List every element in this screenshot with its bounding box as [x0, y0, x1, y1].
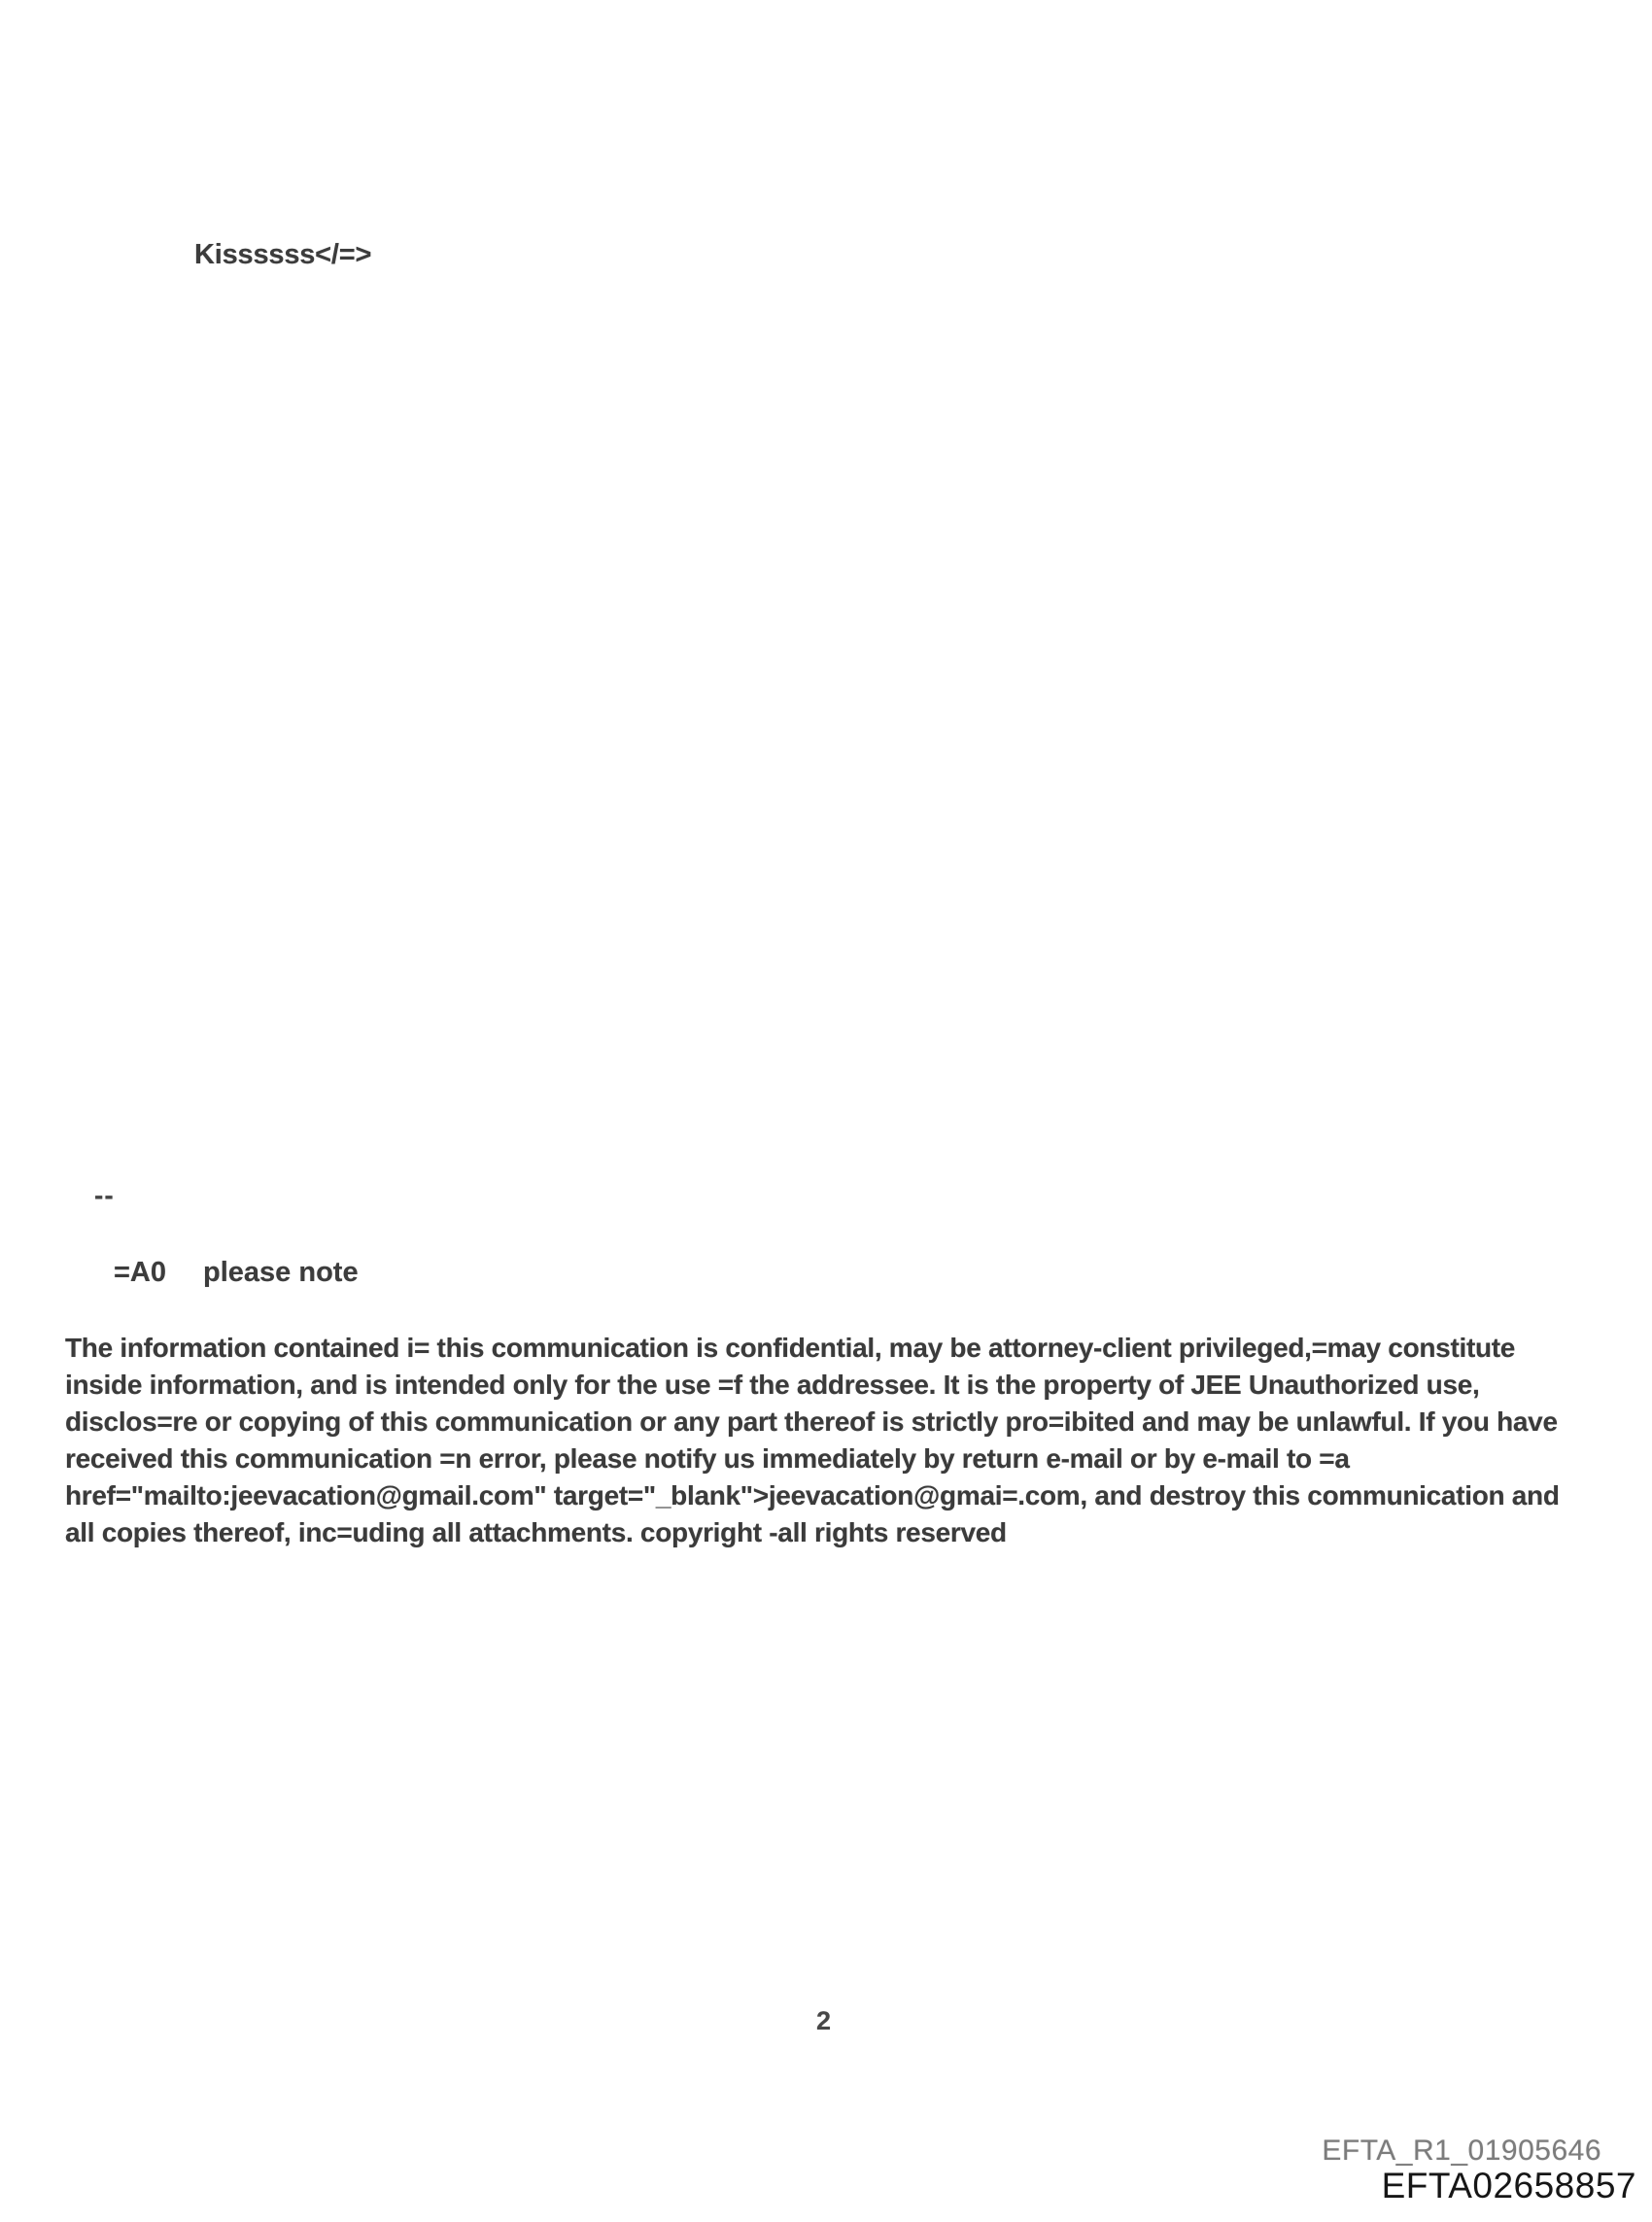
- signature-separator-dashes: --: [94, 1180, 115, 1210]
- bates-production-number: EFTA_R1_01905646: [1322, 2135, 1601, 2167]
- bates-stamp-number: EFTA02658857: [1381, 2166, 1636, 2205]
- disclaimer-line: received this communication =n error, please notify us immediately by return e-mail or by e-mail to =a: [65, 1443, 1350, 1474]
- disclaimer-line: inside information, and is intended only for the use =f the addressee. It is the property of JEE Unauthorized use,: [65, 1370, 1480, 1400]
- please-note-line: [114, 1257, 359, 1289]
- disclaimer-line: href="mailto:jeevacation@gmail.com" target="_blank">jeevacation@gmai=.com, and destroy this communication and: [65, 1480, 1560, 1510]
- disclaimer-line: all copies thereof, inc=uding all attachments. copyright -all rights reserved: [65, 1517, 1007, 1547]
- disclaimer-line: The information contained i= this communication is confidential, may be attorney-client privileged,=may constitute: [65, 1333, 1516, 1363]
- please-note-label: please note: [203, 1257, 359, 1288]
- disclaimer-line: disclos=re or copying of this communication or any part thereof is strictly pro=ibited and may be unlawful. If you have: [65, 1406, 1558, 1437]
- page-number: 2: [815, 2006, 832, 2035]
- encoding-artifact-prefix: =A0: [114, 1257, 167, 1288]
- confidentiality-disclaimer-paragraph: [65, 1330, 1562, 1551]
- email-closing-greeting: Kissssss</=>: [194, 239, 372, 270]
